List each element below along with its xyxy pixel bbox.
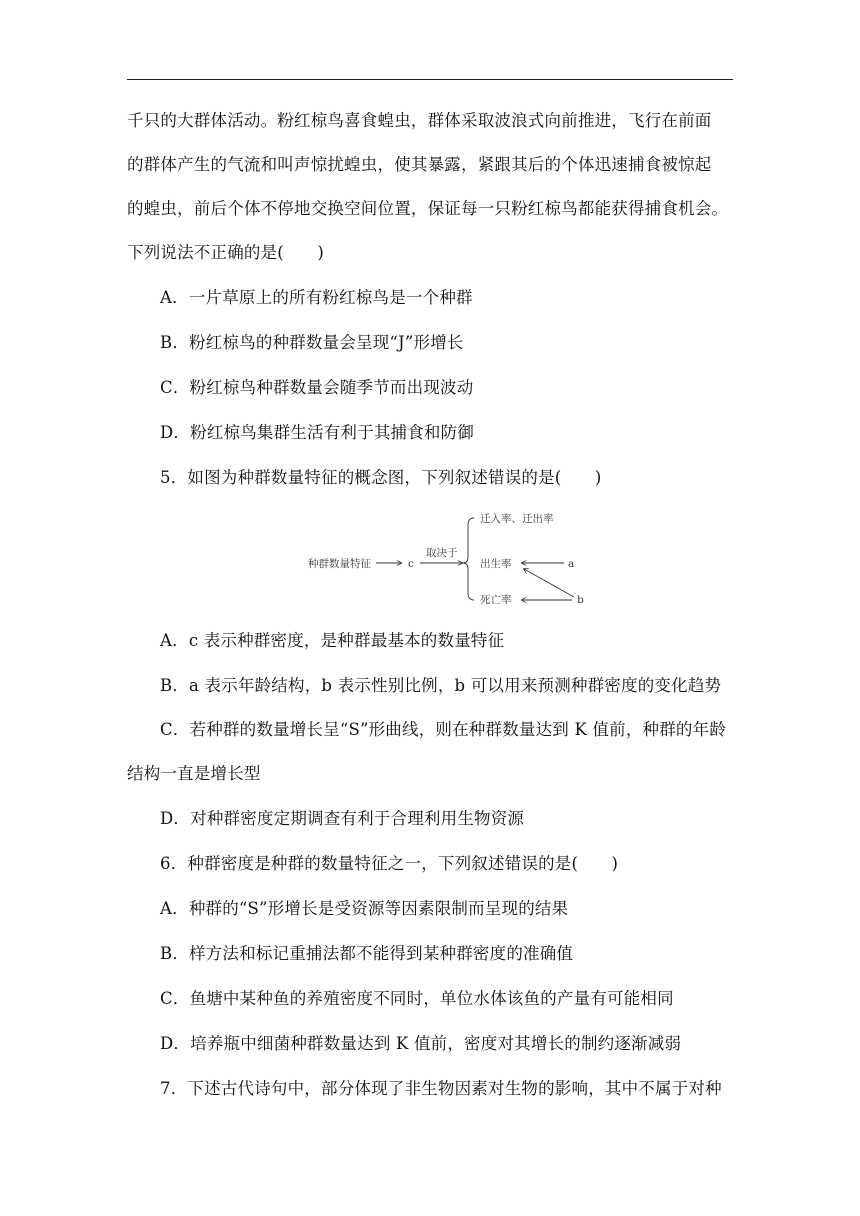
diagram-migration-label: 迁入率、迁出率 xyxy=(480,513,554,525)
q4-stem-line-2: 的群体产生的气流和叫声惊扰蝗虫，使其暴露，紧跟其后的个体迅速捕食被惊起 xyxy=(127,155,712,174)
q6-option-c: C．鱼塘中某种鱼的养殖密度不同时，单位水体该鱼的产量有可能相同 xyxy=(160,989,674,1008)
q4-option-a: A．一片草原上的所有粉红椋鸟是一个种群 xyxy=(160,288,473,307)
q4-stem-line-1: 千只的大群体活动。粉红椋鸟喜食蝗虫，群体采取波浪式向前推进，飞行在前面 xyxy=(127,111,712,130)
diagram-brace xyxy=(463,518,474,600)
q4-option-d: D．粉红椋鸟集群生活有利于其捕食和防御 xyxy=(160,423,475,442)
diagram-c-label: c xyxy=(408,558,414,570)
diagram-a-label: a xyxy=(568,558,575,570)
q5-option-b: B．a 表示年龄结构，b 表示性别比例，b 可以用来预测种群密度的变化趋势 xyxy=(160,676,722,695)
header-rule xyxy=(127,79,733,80)
q6-option-d: D．培养瓶中细菌种群数量达到 K 值前，密度对其增长的制约逐渐减弱 xyxy=(160,1034,682,1053)
population-concept-diagram xyxy=(300,505,600,610)
diagram-root-label: 种群数量特征 xyxy=(308,558,371,570)
diagram-death-label: 死亡率 xyxy=(480,594,512,606)
q4-option-c: C．粉红椋鸟种群数量会随季节而出现波动 xyxy=(160,378,474,397)
diagram-birth-label: 出生率 xyxy=(480,558,512,570)
diagram-arrow-b-birth xyxy=(524,569,574,597)
q5-option-c: C．若种群的数量增长呈“S”形曲线，则在种群数量达到 K 值前，种群的年龄 xyxy=(160,720,727,739)
q7-stem: 7．下述古代诗句中，部分体现了非生物因素对生物的影响，其中不属于对种 xyxy=(160,1079,722,1098)
q5-stem: 5．如图为种群数量特征的概念图，下列叙述错误的是( ) xyxy=(160,468,602,487)
q4-option-b: B．粉红椋鸟的种群数量会呈现“J”形增长 xyxy=(160,333,464,352)
q4-stem-line-3: 的蝗虫，前后个体不停地交换空间位置，保证每一只粉红椋鸟都能获得捕食机会。 xyxy=(127,199,729,218)
diagram-b-label: b xyxy=(577,594,584,606)
q4-stem-line-4: 下列说法不正确的是( ) xyxy=(127,243,324,262)
q6-stem: 6．种群密度是种群的数量特征之一，下列叙述错误的是( ) xyxy=(160,854,619,873)
q5-option-d: D．对种群密度定期调查有利于合理利用生物资源 xyxy=(160,809,525,828)
q5-option-c-cont: 结构一直是增长型 xyxy=(127,764,261,783)
q6-option-a: A．种群的“S”形增长是受资源等因素限制而呈现的结果 xyxy=(160,899,569,918)
q6-option-b: B．样方法和标记重捕法都不能得到某种群密度的准确值 xyxy=(160,944,574,963)
diagram-edge-label: 取决于 xyxy=(426,547,458,559)
q5-option-a: A．c 表示种群密度，是种群最基本的数量特征 xyxy=(160,631,505,650)
